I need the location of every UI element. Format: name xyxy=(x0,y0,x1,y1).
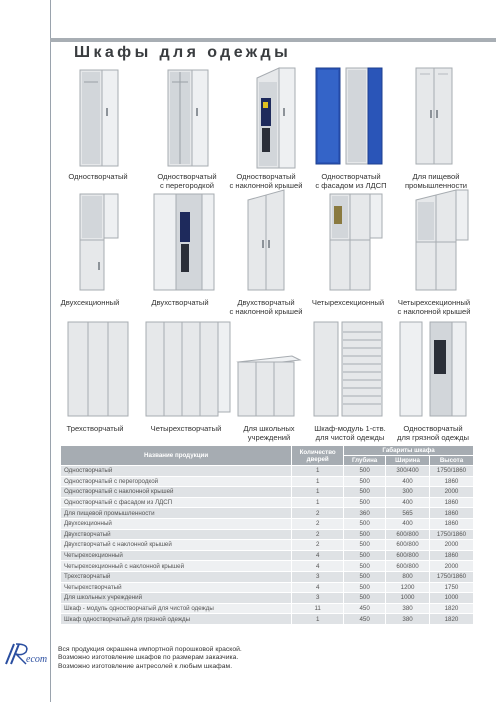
product-two-door xyxy=(150,192,220,294)
cell-depth: 450 xyxy=(344,614,386,625)
company-logo xyxy=(2,640,54,673)
cell-doors: 3 xyxy=(292,571,344,582)
cell-height: 2000 xyxy=(430,561,474,572)
cell-height: 1750 xyxy=(430,582,474,593)
caption-line: для чистой одежды xyxy=(315,433,385,442)
cell-doors: 4 xyxy=(292,550,344,561)
cell-height: 1820 xyxy=(430,614,474,625)
cell-height: 1860 xyxy=(430,518,474,529)
cell-height: 1000 xyxy=(430,593,474,604)
two-door-sloped-image xyxy=(244,186,304,294)
cell-height: 2000 xyxy=(430,487,474,498)
product-single-door-partition xyxy=(160,68,240,170)
caption-line: с наклонной крышей xyxy=(397,307,471,316)
product-single-door-ldsp xyxy=(314,66,394,170)
footnotes xyxy=(58,646,242,671)
header-bar xyxy=(50,38,496,42)
caption-two-door xyxy=(140,298,220,307)
cell-name: Двухстворчатый с наклонной крышей xyxy=(61,540,292,551)
four-door-cabinet-image xyxy=(144,320,234,420)
caption-dirty-single xyxy=(390,424,476,442)
caption-line: Для пищевой xyxy=(412,172,460,181)
product-four-section-sloped xyxy=(412,186,472,294)
caption-clean-module xyxy=(308,424,392,442)
cell-depth: 500 xyxy=(344,487,386,498)
cell-height: 1860 xyxy=(430,476,474,487)
product-four-section xyxy=(326,192,386,294)
cell-depth: 500 xyxy=(344,529,386,540)
caption-two-section xyxy=(50,298,130,307)
caption-single-door-ldsp xyxy=(306,172,396,190)
table-row xyxy=(61,571,474,582)
table-row xyxy=(61,614,474,625)
caption-line: с наклонной крышей xyxy=(229,181,303,190)
header-doors: Количество дверей xyxy=(292,446,344,466)
cell-height: 1860 xyxy=(430,508,474,519)
caption-line: с наклонной крышей xyxy=(229,307,303,316)
table-row xyxy=(61,466,474,477)
table-row xyxy=(61,582,474,593)
cell-name: Одностворчатый с фасадом из ЛДСП xyxy=(61,497,292,508)
caption-line: Трехстворчатый xyxy=(66,424,124,433)
caption-line: Одностворчатый xyxy=(68,172,128,181)
footnote: Возможно изготовление антресолей к любым шкафам. xyxy=(58,662,233,670)
table-row xyxy=(61,529,474,540)
caption-line: Четырехсекционный xyxy=(311,298,385,307)
cell-height: 1820 xyxy=(430,603,474,614)
cell-width: 400 xyxy=(386,497,430,508)
caption-line: для грязной одежды xyxy=(397,433,469,442)
cell-name: Четырехстворчатый xyxy=(61,582,292,593)
cell-doors: 1 xyxy=(292,497,344,508)
cell-name: Двухстворчатый xyxy=(61,529,292,540)
recom-logo-image xyxy=(2,640,54,668)
footnote: Вся продукция окрашена импортной порошковой краской. xyxy=(58,646,242,653)
cell-name: Шкаф - модуль одностворчатый для чистой одежды xyxy=(61,603,292,614)
cell-doors: 4 xyxy=(292,582,344,593)
product-two-section xyxy=(70,192,130,294)
specs-table-body xyxy=(61,466,474,625)
table-row xyxy=(61,593,474,604)
product-dirty-single xyxy=(398,320,474,420)
cell-depth: 450 xyxy=(344,603,386,614)
caption-line: Двухстворчатый xyxy=(237,298,295,307)
caption-line: Для школьных xyxy=(243,424,295,433)
table-row xyxy=(61,508,474,519)
product-food-industry xyxy=(412,66,472,170)
cell-width: 400 xyxy=(386,518,430,529)
product-four-door xyxy=(144,320,234,420)
cell-width: 1000 xyxy=(386,593,430,604)
cell-height: 1860 xyxy=(430,550,474,561)
cell-name: Четырехсекционный xyxy=(61,550,292,561)
footnote: Возможно изготовление шкафов по размерам заказчика. xyxy=(58,654,239,662)
two-section-cabinet-image xyxy=(70,192,130,294)
table-row xyxy=(61,540,474,551)
table-row xyxy=(61,550,474,561)
partition-cabinet-image xyxy=(160,68,240,168)
product-school xyxy=(236,354,302,420)
cell-doors: 2 xyxy=(292,518,344,529)
cell-depth: 500 xyxy=(344,540,386,551)
caption-four-section xyxy=(306,298,390,307)
single-door-cabinet-image xyxy=(68,68,148,168)
product-two-door-sloped xyxy=(244,186,304,294)
header-name: Название продукции xyxy=(61,446,292,466)
school-cabinet-image xyxy=(236,354,302,420)
cell-width: 800 xyxy=(386,571,430,582)
caption-line: Шкаф-модуль 1-ств. xyxy=(314,424,386,433)
sloped-cabinet-image xyxy=(245,64,325,170)
cell-depth: 500 xyxy=(344,476,386,487)
cell-name: Для школьных учреждений xyxy=(61,593,292,604)
cell-width: 1200 xyxy=(386,582,430,593)
product-clean-module xyxy=(310,320,388,420)
caption-school xyxy=(232,424,306,442)
cell-name: Одностворчатый с наклонной крышей xyxy=(61,487,292,498)
ldsp-cabinet-image xyxy=(314,66,394,170)
cell-name: Двухсекционный xyxy=(61,518,292,529)
cell-doors: 3 xyxy=(292,593,344,604)
margin-line xyxy=(50,0,51,702)
cell-name: Одностворчатый с перегородкой xyxy=(61,476,292,487)
caption-line: Двухсекционный xyxy=(60,298,120,307)
cell-depth: 500 xyxy=(344,571,386,582)
header-dims: Габариты шкафа xyxy=(344,446,474,456)
product-three-door xyxy=(64,320,134,420)
dirty-cabinet-image xyxy=(398,320,474,420)
cell-width: 380 xyxy=(386,603,430,614)
cell-width: 600/800 xyxy=(386,540,430,551)
caption-line: Одностворчатый xyxy=(236,172,296,181)
caption-three-door xyxy=(50,424,140,433)
cell-height: 2000 xyxy=(430,540,474,551)
cell-depth: 500 xyxy=(344,593,386,604)
caption-line: промышленности xyxy=(404,181,468,190)
cell-name: Трехстворчатый xyxy=(61,571,292,582)
header-width: Ширина xyxy=(386,456,430,466)
cell-width: 600/800 xyxy=(386,529,430,540)
table-row xyxy=(61,603,474,614)
caption-line: Двухстворчатый xyxy=(151,298,209,307)
cell-name: Одностворчатый xyxy=(61,466,292,477)
cell-width: 380 xyxy=(386,614,430,625)
cell-width: 300 xyxy=(386,487,430,498)
header-height: Высота xyxy=(430,456,474,466)
product-single-door xyxy=(68,68,148,170)
cell-depth: 500 xyxy=(344,466,386,477)
caption-two-door-sloped xyxy=(226,298,306,316)
cell-depth: 500 xyxy=(344,550,386,561)
cell-width: 600/800 xyxy=(386,550,430,561)
caption-line: Одностворчатый xyxy=(403,424,463,433)
caption-single-door-partition xyxy=(142,172,232,190)
table-row xyxy=(61,476,474,487)
table-row xyxy=(61,518,474,529)
caption-four-section-sloped xyxy=(392,298,476,316)
cell-height: 1860 xyxy=(430,497,474,508)
header-depth: Глубина xyxy=(344,456,386,466)
cell-doors: 1 xyxy=(292,614,344,625)
cell-height: 1750/1860 xyxy=(430,466,474,477)
cell-name: Шкаф одностворчатый для грязной одежды xyxy=(61,614,292,625)
two-door-cabinet-image xyxy=(150,192,220,294)
cell-doors: 4 xyxy=(292,561,344,572)
caption-line: с фасадом из ЛДСП xyxy=(315,181,387,190)
cell-depth: 500 xyxy=(344,561,386,572)
table-row xyxy=(61,487,474,498)
three-door-cabinet-image xyxy=(64,320,134,420)
cell-doors: 11 xyxy=(292,603,344,614)
caption-line: Одностворчатый xyxy=(157,172,217,181)
food-cabinet-image xyxy=(412,66,472,170)
cell-doors: 2 xyxy=(292,529,344,540)
cell-doors: 1 xyxy=(292,476,344,487)
cell-depth: 500 xyxy=(344,497,386,508)
cell-doors: 1 xyxy=(292,466,344,477)
cell-width: 300/400 xyxy=(386,466,430,477)
cell-height: 1750/1860 xyxy=(430,571,474,582)
cell-height: 1750/1860 xyxy=(430,529,474,540)
four-section-sloped-image xyxy=(412,186,472,294)
cell-doors: 1 xyxy=(292,487,344,498)
cell-depth: 360 xyxy=(344,508,386,519)
table-row xyxy=(61,497,474,508)
caption-four-door xyxy=(144,424,228,433)
page-title: Шкафы для одежды xyxy=(74,44,292,61)
four-section-cabinet-image xyxy=(326,192,386,294)
cell-width: 600/800 xyxy=(386,561,430,572)
cell-doors: 2 xyxy=(292,540,344,551)
table-row xyxy=(61,561,474,572)
clean-module-image xyxy=(310,320,388,420)
cell-width: 400 xyxy=(386,476,430,487)
caption-line: Четырехстворчатый xyxy=(150,424,222,433)
cell-width: 565 xyxy=(386,508,430,519)
cell-name: Четырехсекционный с наклонной крышей xyxy=(61,561,292,572)
caption-single-door xyxy=(48,172,148,181)
cell-name: Для пищевой промышленности xyxy=(61,508,292,519)
cell-doors: 2 xyxy=(292,508,344,519)
caption-line: Четырехсекционный xyxy=(397,298,471,307)
svg-text:ecom: ecom xyxy=(26,654,48,665)
specs-table xyxy=(60,445,474,625)
cell-depth: 500 xyxy=(344,518,386,529)
caption-line: учреждений xyxy=(247,433,291,442)
product-single-door-sloped xyxy=(245,64,325,170)
caption-line: с перегородкой xyxy=(159,181,215,190)
caption-line: Одностворчатый xyxy=(321,172,381,181)
cell-depth: 500 xyxy=(344,582,386,593)
